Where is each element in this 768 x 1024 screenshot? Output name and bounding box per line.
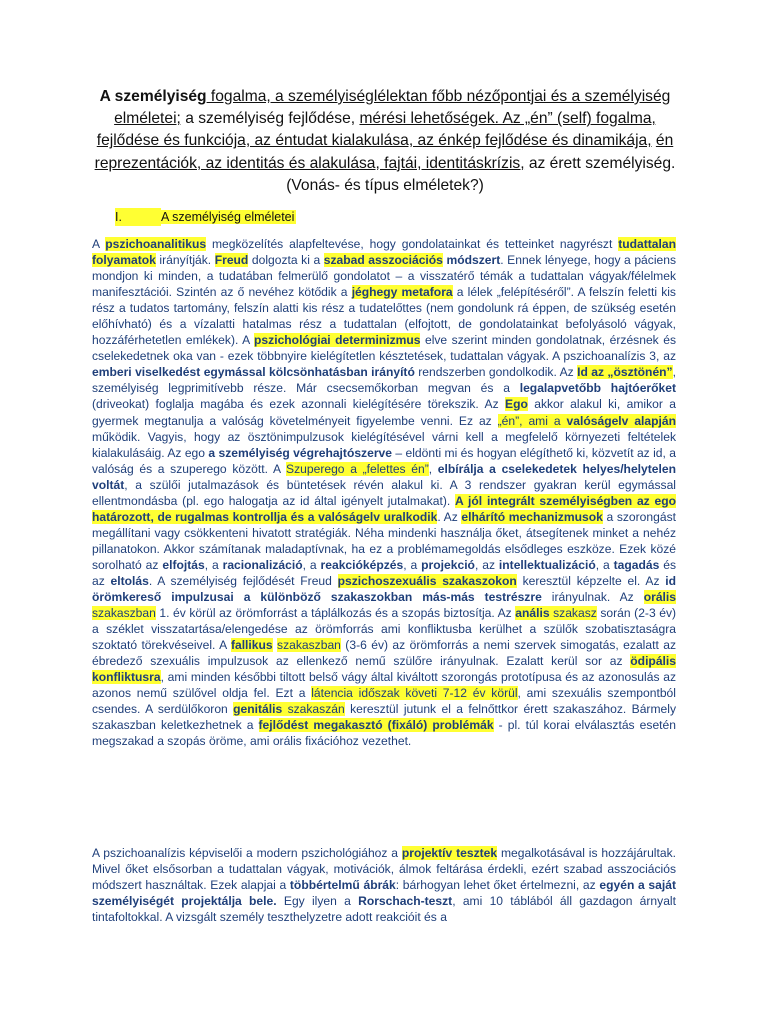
text-run: megközelítés alapfeltevése, hogy gondolatainkat és tetteinket nagyrészt	[206, 237, 619, 251]
text-run: id örömkereső impulzusai a különböző szakaszokban más-más testrészre	[92, 573, 676, 605]
text-run: szakaszban	[92, 606, 156, 621]
text-run: irányulnak. Az	[541, 590, 644, 605]
text-run: keresztül képzelte el. Az	[516, 573, 666, 588]
text-run: jéghegy metafora	[351, 285, 453, 300]
text-run: anális	[515, 606, 550, 621]
text-run: , a	[204, 557, 223, 572]
text-run: pszichoanalitikus	[105, 237, 207, 251]
text-run: . Az	[437, 509, 462, 524]
text-run: elbírálja a cselekedetek helyes/helytelen voltát	[92, 461, 676, 492]
document-title	[86, 86, 684, 197]
text-run: (driveokat) foglalja magába és ezek azonnali kielégítésére törekszik. Az	[92, 397, 505, 412]
text-run: a lélek „felépítéséről”. A felszín feletti kis rész a tudatos tartomány, felszín alatti kis rész a tudatelőttes (nem gondolunk rá éppen, de szükség esetén előhívható) és a vízalatti hatalmas rész a tudattalan (elfojtott, de gondolatainkat befolyásoló vágyak, hozzáférhetetlen emlékek). A	[92, 285, 676, 348]
text-run: , ami minden későbbi tiltott belső vágy által kiváltott szorongás prototípusa és az azonosulás az azonos nemű szülővel oldja fel. Ezt a	[92, 670, 676, 701]
text-run: legalapvetőbb hajtóerőket	[519, 381, 676, 396]
title-part: mérési lehetőségek. Az „én” (self) fogalma, fejlődése és funkciója, az éntudat kialakulása, az énkép fejlődése és dinamikája,	[96, 110, 656, 150]
text-run: racionalizáció	[222, 557, 303, 572]
text-run: szakaszán	[282, 702, 345, 717]
text-run: , a	[302, 557, 321, 572]
text-run: valóságelv alapján	[566, 413, 677, 428]
text-run: szakasz	[549, 606, 597, 621]
text-run: pszichoszexuális szakaszokon	[337, 573, 517, 588]
text-run: , ami szexuális szempontból csendes. A serdülőkoron	[92, 686, 676, 717]
text-run: látencia időszak követi 7-12 év körül	[311, 686, 518, 701]
text-run: tagadás	[613, 557, 660, 572]
text-run: Szuperego a „felettes én”	[286, 461, 429, 476]
text-run: reakcióképzés	[320, 557, 404, 572]
section-heading	[115, 208, 296, 226]
text-run: elve szerint minden gondolatnak, érzésnek és cselekedetnek oka van - ezek többnyire kielégítetlen késztetések, tudattalan vágyak. A pszichoanalízis 3, az	[92, 333, 676, 364]
text-run: . A személyiség fejlődését Freud	[148, 573, 338, 588]
text-run: A	[92, 237, 106, 251]
text-run: elhárító mechanizmusok	[461, 509, 603, 524]
text-run: rendszerben gondolkodik. Az	[414, 365, 578, 380]
text-run: többértelmű ábrák	[289, 878, 396, 893]
text-run: keresztül jutunk el a felnőttkor érett szakaszához. Bármely szakaszban keletkezhetnek a	[92, 702, 676, 733]
text-run: – eldönti mi és hogyan elégíthető ki, közvetít az id, a valóság és a szuperego között. A	[92, 445, 677, 476]
paragraph-psychoanalysis	[92, 236, 676, 750]
text-run: Ego	[505, 397, 528, 412]
title-part: A személyiség	[99, 88, 207, 105]
text-run: - pl. túl korai elválasztás esetén megszakad a szopás öröme, ami orális fixációhoz vezethet.	[92, 718, 676, 749]
text-run: szakaszban	[277, 638, 341, 653]
text-run: , az	[474, 557, 499, 572]
text-run: egyén a saját személyiségét projektálja bele.	[92, 878, 676, 909]
text-run: : bárhogyan lehet őket értelmezni, az	[395, 878, 600, 893]
text-run: intellektualizáció	[498, 557, 596, 572]
text-run: . Ennek lényege, hogy a páciens mondjon ki minden, a tudatában felmerülő gondolatot – a visszatérő témák a tudattalan vágyak/félelmek manifesztációi. Szintén az ő nevéhez kötődik a	[92, 253, 677, 300]
text-run: , a	[595, 557, 614, 572]
text-run: genitális	[233, 702, 283, 717]
text-run: tudattalan folyamatok	[92, 237, 676, 268]
text-run: akkor alakul ki, amikor a gyermek megtanulja a valóság követelményeit figyelembe venni. Ez az	[92, 397, 676, 428]
text-run: irányítják.	[155, 253, 215, 268]
text-run: projektív tesztek	[401, 846, 498, 860]
text-run: pszichológiai determinizmus	[254, 333, 421, 348]
text-run: orális	[643, 590, 676, 605]
text-run: fallikus	[230, 638, 273, 653]
title-part: az érett személyiség. (Vonás- és típus elméletek?)	[286, 154, 676, 194]
text-run: a szorongást megállítani vagy csökkenteni hivatott stratégiák. Néha mindenki használja őket, átsegítenek minket a nehéz pillanatokon. Akkor számítanak maladaptívnak, ha ez a problémamegoldás elsődleges eszköze. Ezek közé sorolható az	[92, 509, 676, 572]
text-run: „én”, ami a	[497, 413, 567, 428]
text-run: működik. Vagyis, hogy az ösztönimpulzusok kielégítésével várni kell a megfelelő környezeti feltételek kialakulásáig. Az ego	[92, 429, 676, 460]
text-run: ödipális konfliktusra	[92, 654, 676, 685]
text-run: során (2-3 év) a széklet visszatartása/elengedése az örömforrás ami konfliktusba kerülhet a szülők szobatisztaságra szoktató törekvéseivel. A	[92, 606, 677, 653]
text-run: , a szülői jutalmazások és büntetések révén alakul ki. A 3 rendszer gyakran kerül egymással ellentmondásba (pl. ego halogatja az id által igényelt jutalmakat).	[92, 477, 676, 508]
text-run: szabad asszociációs	[323, 253, 443, 268]
text-run: , a	[403, 557, 422, 572]
text-run: , személyiség legprimitívebb része. Már csecsemőkorban megvan és a	[92, 365, 676, 396]
section-label: A személyiség elméletei	[161, 210, 295, 224]
text-run: A jól integrált személyiségben az ego határozott, de rugalmas kontrollja és a valóságelv uralkodik	[92, 493, 677, 524]
title-part: a személyiség fejlődése,	[180, 110, 360, 128]
text-run: (3-6 év) az örömforrás a nemi szervek simogatás, ezalatt az ébredező szexuális impulzusok az ellenkező nemű szülőre irányulnak. Ezalatt kerül sor az	[92, 638, 676, 669]
text-run: Rorschach-teszt	[358, 894, 453, 909]
text-run: Egy ilyen a	[276, 894, 359, 909]
text-run: 1. év körül az örömforrást a táplálkozás és a szopás biztosítja. Az	[155, 606, 516, 621]
text-run: és az	[92, 557, 677, 588]
text-run: Id az „ösztönén”	[577, 365, 673, 380]
text-run: fejlődést megakasztó (fixáló) problémák	[258, 718, 494, 733]
text-run: projekció	[421, 557, 475, 572]
text-run: emberi viselkedést egymással kölcsönhatásban irányító	[92, 365, 415, 380]
text-run: dolgozta ki a	[248, 253, 324, 268]
section-number: I.	[115, 208, 161, 226]
paragraph-projective-tests	[92, 845, 676, 925]
text-run: Freud	[214, 253, 249, 268]
text-run: A pszichoanalízis képviselői a modern pszichológiához a	[92, 846, 402, 860]
title-part: fogalma, a személyiséglélektan főbb nézőpontjai és a személyiség elméletei;	[114, 88, 671, 128]
text-run: módszert	[446, 253, 501, 268]
title-part: én reprezentációk, az identitás és alakulása, fajtái, identitáskrízis,	[94, 132, 674, 172]
text-run: elfojtás	[162, 557, 205, 572]
text-run: eltolás	[110, 573, 149, 588]
text-run: megalkotásával is hozzájárultak. Mivel őket elsősorban a tudattalan vágyak, motivációk, álmok feltárása érdekli, ezért szabad asszociációs módszert használtak. Ezek alapjai a	[92, 846, 676, 893]
text-run: , ami 10 táblából áll gazdagon árnyalt tintafoltokkal. A vizsgált személy teszthelyzetre adott reakcióit és a	[92, 894, 676, 925]
text-run: ,	[428, 461, 438, 476]
text-run: a személyiség végrehajtószerve	[208, 445, 392, 460]
